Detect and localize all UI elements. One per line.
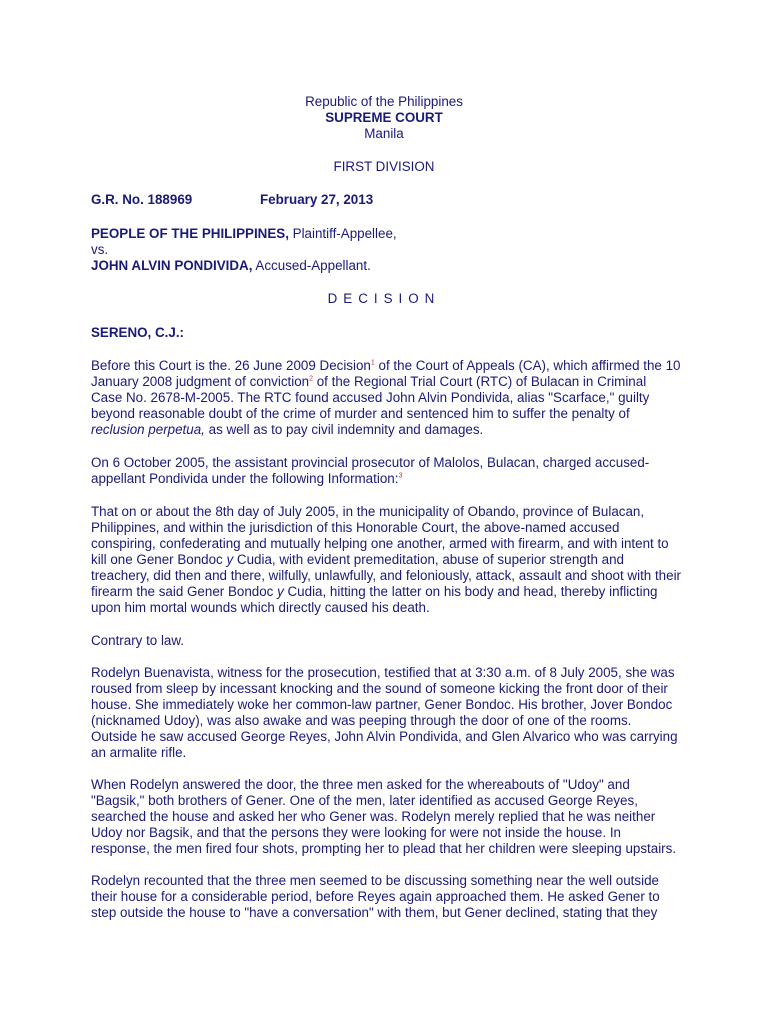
republic-line: Republic of the Philippines <box>305 94 463 109</box>
information-quote: That on or about the 8th day of July 2005, in the municipality of Obando, province of Bulacan, Philippines, and within the jurisdiction of this Honorable Court, the above-named accused conspiring, confederating and mutually helping one another, armed with firearm, and with intent to kill one Gener Bondoc y Cudia, with evident premeditation, abuse of superior strength and treachery, did then and there, wilfully, unlawfully, and feloniously, attack, assault and shoot with their firearm the said Gener Bondoc y Cudia, hitting the latter on his body and head, thereby inflicting upon him mortal wounds which directly caused his death. <box>91 504 682 615</box>
footnote-ref-1[interactable]: 1 <box>370 359 375 367</box>
court-city: Manila <box>364 126 404 141</box>
paragraph-2: On 6 October 2005, the assistant provincial prosecutor of Malolos, Bulacan, charged accused-appellant Pondivida under the following Information:$^3$ <box>91 455 650 486</box>
paragraph-5: Rodelyn Buenavista, witness for the prosecution, testified that at 3:30 a.m. of 8 July 2005, she was roused from sleep by incessant knocking and the sound of someone kicking the front door of their house. She immediately woke her common-law partner, Gener Bondoc. His brother, Jover Bondoc (nicknamed Udoy), was also awake and was peeping through the door of one of the rooms. Outside he saw accused George Reyes, John Alvin Pondivida, and Glen Alvarico who was carrying an armalite rifle. <box>91 665 678 760</box>
paragraph-contrary: Contrary to law. <box>91 633 185 648</box>
ponente: SERENO, C.J.: <box>91 325 185 340</box>
paragraph-7: Rodelyn recounted that the three men seemed to be discussing something near the well outside their house for a considerable period, before Reyes again approached them. He asked Gener to step outside the house to "have a conversation" with them, but Gener declined, stating that they <box>91 873 660 920</box>
paragraph-6: When Rodelyn answered the door, the three men asked for the whereabouts of "Udoy" and "Bagsik," both brothers of Gener. One of the men, later identified as accused George Reyes, searched the house and asked her who Gener was. Rodelyn merely replied that he was neither Udoy nor Bagsik, and that the persons they were looking for were not inside the house. In response, the men fired four shots, prompting her to plead that her children were sleeping upstairs. <box>91 777 677 856</box>
plaintiff-role: Plaintiff-Appellee, <box>288 226 397 241</box>
case-number: G.R. No. 188969 <box>91 192 193 207</box>
decision-title: DECISION <box>327 291 441 306</box>
plaintiff-name: PEOPLE OF THE PHILIPPINES, <box>91 226 289 241</box>
footnote-ref-3[interactable]: 3 <box>398 472 403 480</box>
accused-role: Accused-Appellant. <box>252 258 371 273</box>
accused-name: JOHN ALVIN PONDIVIDA, <box>91 258 253 273</box>
division-name: FIRST DIVISION <box>333 159 435 174</box>
versus: vs. <box>91 242 109 257</box>
accused-line <box>91 258 371 274</box>
footnote-ref-2[interactable]: 2 <box>309 375 314 383</box>
paragraph-1: Before this Court is the. 26 June 2009 Decision$^1$ of the Court of Appeals (CA), which affirmed the 10 January 2008 judgment of conviction$^2$ of the Regional Trial Court (RTC) of Bulacan in Criminal Case No. 2678-M-2005. The RTC found accused John Alvin Pondivida, alias "Scarface," guilty beyond reasonable doubt of the crime of murder and sentenced him to suffer the penalty of reclusion perpetua, as well as to pay civil indemnity and damages. <box>91 358 681 437</box>
case-date: February 27, 2013 <box>260 192 374 207</box>
court-name: SUPREME COURT <box>325 110 443 125</box>
plaintiff-line <box>91 226 397 242</box>
